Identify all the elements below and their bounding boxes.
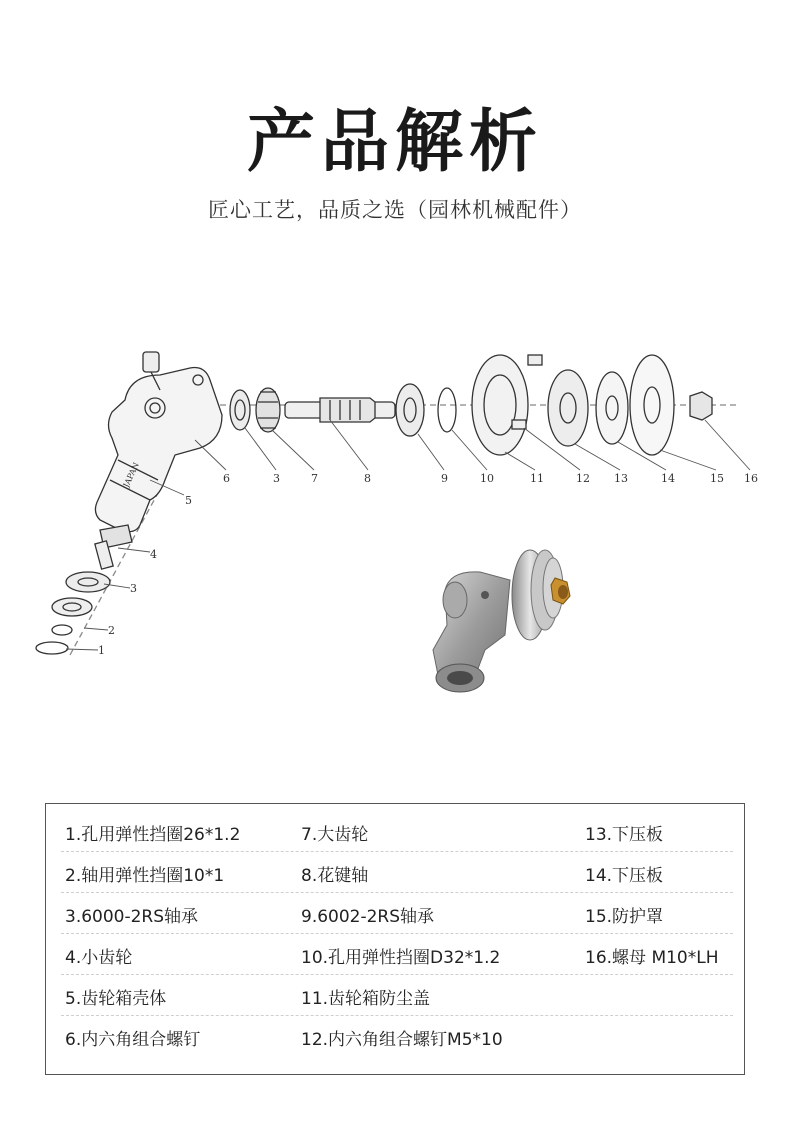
parts-list-table — [45, 803, 745, 1075]
callout-15: 15 — [710, 472, 724, 485]
callout-14: 14 — [661, 472, 675, 485]
part-cell: 15.防护罩 — [585, 907, 664, 927]
table-row — [61, 933, 733, 975]
table-row — [61, 974, 733, 1016]
part-cell: 3.6000-2RS轴承 — [65, 907, 199, 927]
gearbox-product-photo — [425, 540, 595, 700]
callout-1: 1 — [98, 644, 105, 657]
callout-13: 13 — [614, 472, 628, 485]
part-cell: 8.花键轴 — [301, 866, 369, 886]
part-cell: 5.齿轮箱壳体 — [65, 989, 167, 1009]
part-cell: 12.内六角组合螺钉M5*10 — [301, 1030, 503, 1050]
part-cell: 10.孔用弹性挡圈D32*1.2 — [301, 948, 501, 968]
housing-marking: JAPAN — [121, 461, 141, 489]
part-cell: 1.孔用弹性挡圈26*1.2 — [65, 825, 241, 845]
callout-8: 8 — [364, 472, 371, 485]
callout-10: 10 — [480, 472, 494, 485]
page-subtitle: 匠心工艺，品质之选（园林机械配件） — [208, 198, 582, 222]
part-cell: 11.齿轮箱防尘盖 — [301, 989, 431, 1009]
part-cell: 14.下压板 — [585, 866, 664, 886]
callout-7: 7 — [311, 472, 318, 485]
page-title: 产品解析 — [246, 103, 543, 182]
callout-3-lower: 3 — [130, 582, 137, 595]
part-cell: 4.小齿轮 — [65, 948, 133, 968]
part-cell: 6.内六角组合螺钉 — [65, 1030, 201, 1050]
callout-11: 11 — [530, 472, 544, 485]
callout-3: 3 — [273, 472, 280, 485]
table-row — [61, 810, 733, 852]
table-row — [61, 1015, 733, 1056]
callout-2: 2 — [108, 624, 115, 637]
callout-16: 16 — [744, 472, 758, 485]
part-cell: 13.下压板 — [585, 825, 664, 845]
table-row — [61, 851, 733, 893]
exploded-parts-diagram — [0, 330, 790, 710]
part-cell: 2.轴用弹性挡圈10*1 — [65, 866, 225, 886]
part-cell: 7.大齿轮 — [301, 825, 369, 845]
callout-9: 9 — [441, 472, 448, 485]
part-cell: 9.6002-2RS轴承 — [301, 907, 435, 927]
callout-12: 12 — [576, 472, 590, 485]
callout-4: 4 — [150, 548, 157, 561]
table-row — [61, 892, 733, 934]
callout-5: 5 — [185, 494, 192, 507]
part-cell: 16.螺母 M10*LH — [585, 948, 719, 968]
callout-6: 6 — [223, 472, 230, 485]
